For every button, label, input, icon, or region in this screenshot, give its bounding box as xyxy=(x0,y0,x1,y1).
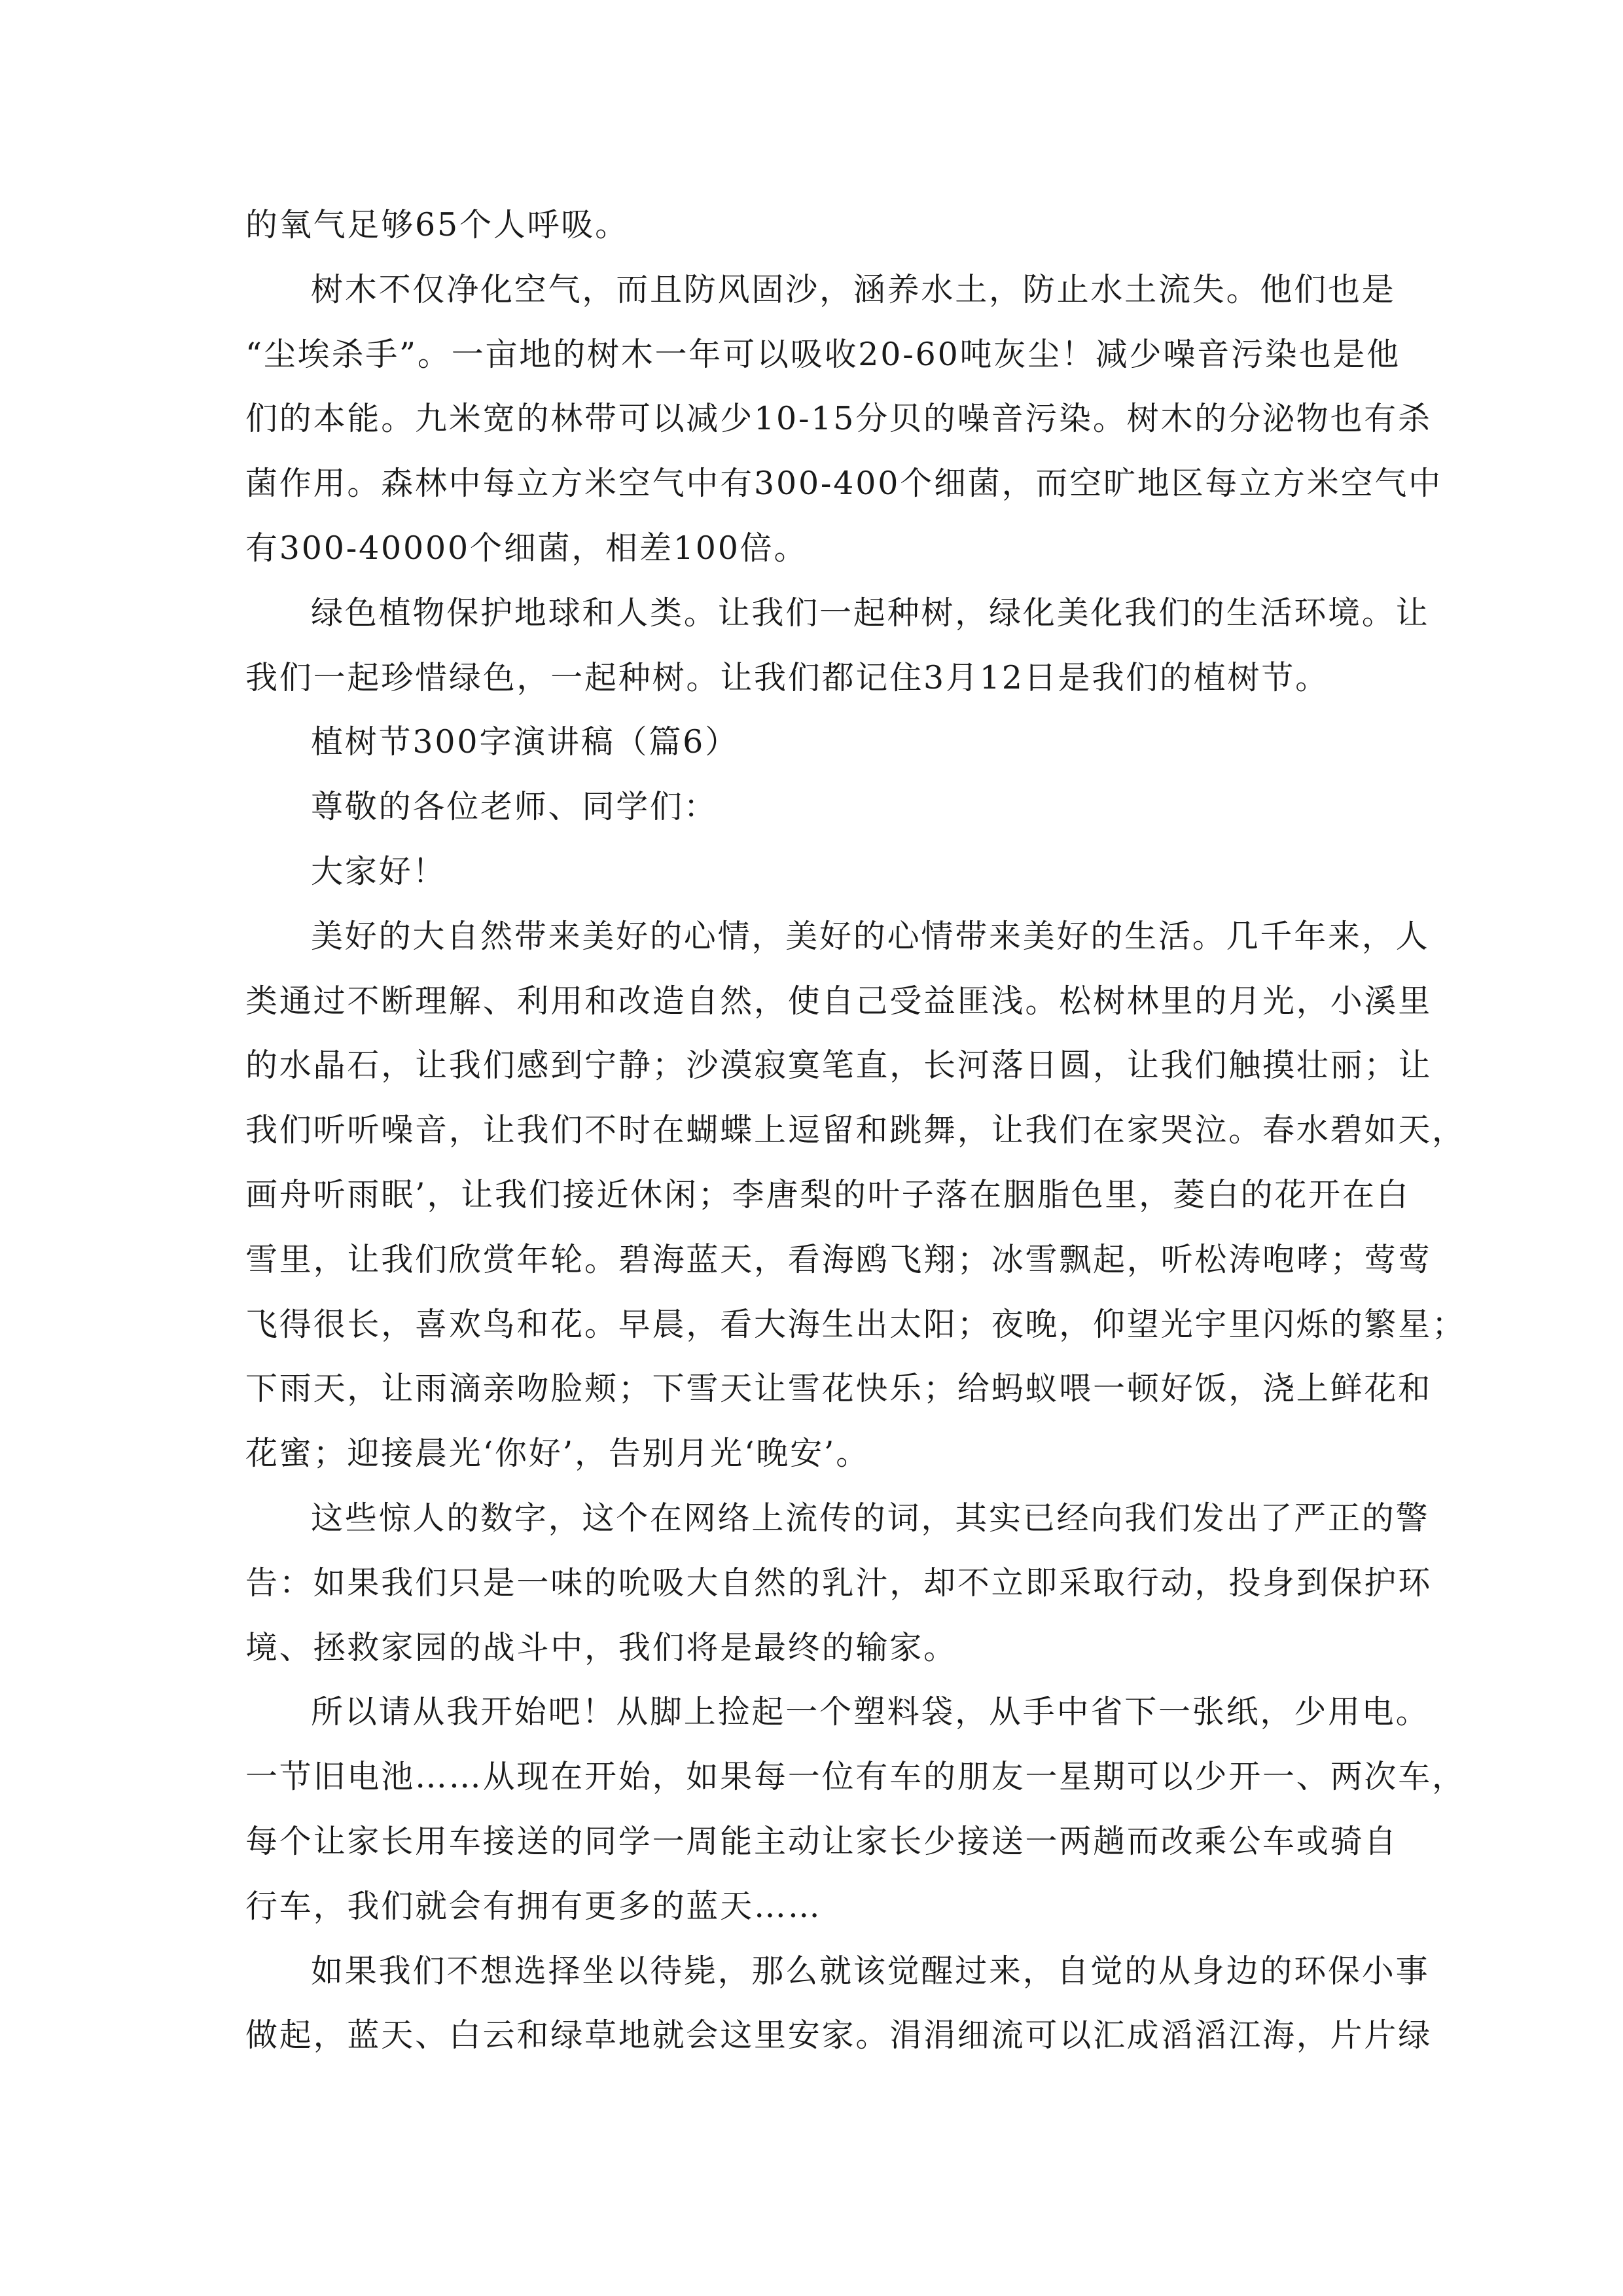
text-line-17: 雪里，让我们欣赏年轮。碧海蓝天，看海鸥飞翔；冰雪飘起，听松涛咆哮；莺莺 xyxy=(245,1240,1433,1278)
text-line-19: 下雨天，让雨滴亲吻脸颊；下雪天让雪花快乐；给蚂蚁喂一顿好饭，浇上鲜花和 xyxy=(245,1370,1433,1408)
text-line-3: “尘埃杀手”。一亩地的树木一年可以吸收20-60吨灰尘！减少噪音污染也是他 xyxy=(245,335,1400,373)
text-line-8: 我们一起珍惜绿色，一起种树。让我们都记住3月12日是我们的植树节。 xyxy=(245,658,1329,696)
text-line-12: 美好的大自然带来美好的心情，美好的心情带来美好的生活。几千年来，人 xyxy=(311,917,1430,955)
text-line-6: 有300-40000个细菌，相差100倍。 xyxy=(245,529,808,567)
text-line-24: 所以请从我开始吧！从脚上捡起一个塑料袋，从手中省下一张纸，少用电。 xyxy=(311,1693,1430,1731)
text-line-21: 这些惊人的数字，这个在网络上流传的词，其实已经向我们发出了严正的警 xyxy=(311,1499,1430,1537)
text-line-26: 每个让家长用车接送的同学一周能主动让家长少接送一两趟而改乘公车或骑自 xyxy=(245,1822,1399,1860)
text-line-22: 告：如果我们只是一味的吮吸大自然的乳汁，却不立即采取行动，投身到保护环 xyxy=(245,1564,1433,1602)
text-line-16: 画舟听雨眠’，让我们接近休闲；李唐梨的叶子落在胭脂色里，菱白的花开在白 xyxy=(245,1175,1410,1213)
greeting: 大家好！ xyxy=(311,852,447,890)
text-line-7: 绿色植物保护地球和人类。让我们一起种树，绿化美化我们的生活环境。让 xyxy=(311,594,1430,632)
text-line-18: 飞得很长，喜欢鸟和花。早晨，看大海生出太阳；夜晚，仰望光宇里闪烁的繁星； xyxy=(245,1305,1466,1343)
text-line-23: 境、拯救家园的战斗中，我们将是最终的输家。 xyxy=(245,1628,957,1666)
text-line-4: 们的本能。九米宽的林带可以减少10-15分贝的噪音污染。树木的分泌物也有杀 xyxy=(245,400,1432,438)
text-line-14: 的水晶石，让我们感到宁静；沙漠寂寞笔直，长河落日圆，让我们触摸壮丽；让 xyxy=(245,1047,1433,1085)
text-line-29: 做起，蓝天、白云和绿草地就会这里安家。涓涓细流可以汇成滔滔江海，片片绿 xyxy=(245,2017,1433,2054)
salutation: 尊敬的各位老师、同学们： xyxy=(311,788,718,826)
text-line-28: 如果我们不想选择坐以待毙，那么就该觉醒过来，自觉的从身边的环保小事 xyxy=(311,1952,1430,1990)
text-line-5: 菌作用。森林中每立方米空气中有300-400个细菌，而空旷地区每立方米空气中 xyxy=(245,465,1443,503)
text-line-25: 一节旧电池……从现在开始，如果每一位有车的朋友一星期可以少开一、两次车， xyxy=(245,1758,1466,1796)
text-line-2: 树木不仅净化空气，而且防风固沙，涵养水土，防止水土流失。他们也是 xyxy=(311,270,1396,308)
text-line-13: 类通过不断理解、利用和改造自然，使自己受益匪浅。松树林里的月光，小溪里 xyxy=(245,982,1433,1020)
text-line-27: 行车，我们就会有拥有更多的蓝天…… xyxy=(245,1887,822,1925)
text-line-15: 我们听听噪音，让我们不时在蝴蝶上逗留和跳舞，让我们在家哭泣。春水碧如天， xyxy=(245,1111,1466,1149)
text-line-20: 花蜜；迎接晨光‘你好’，告别月光‘晚安’。 xyxy=(245,1435,870,1473)
text-line-1: 的氧气足够65个人呼吸。 xyxy=(245,206,629,243)
section-heading: 植树节300字演讲稿（篇6） xyxy=(311,723,739,761)
